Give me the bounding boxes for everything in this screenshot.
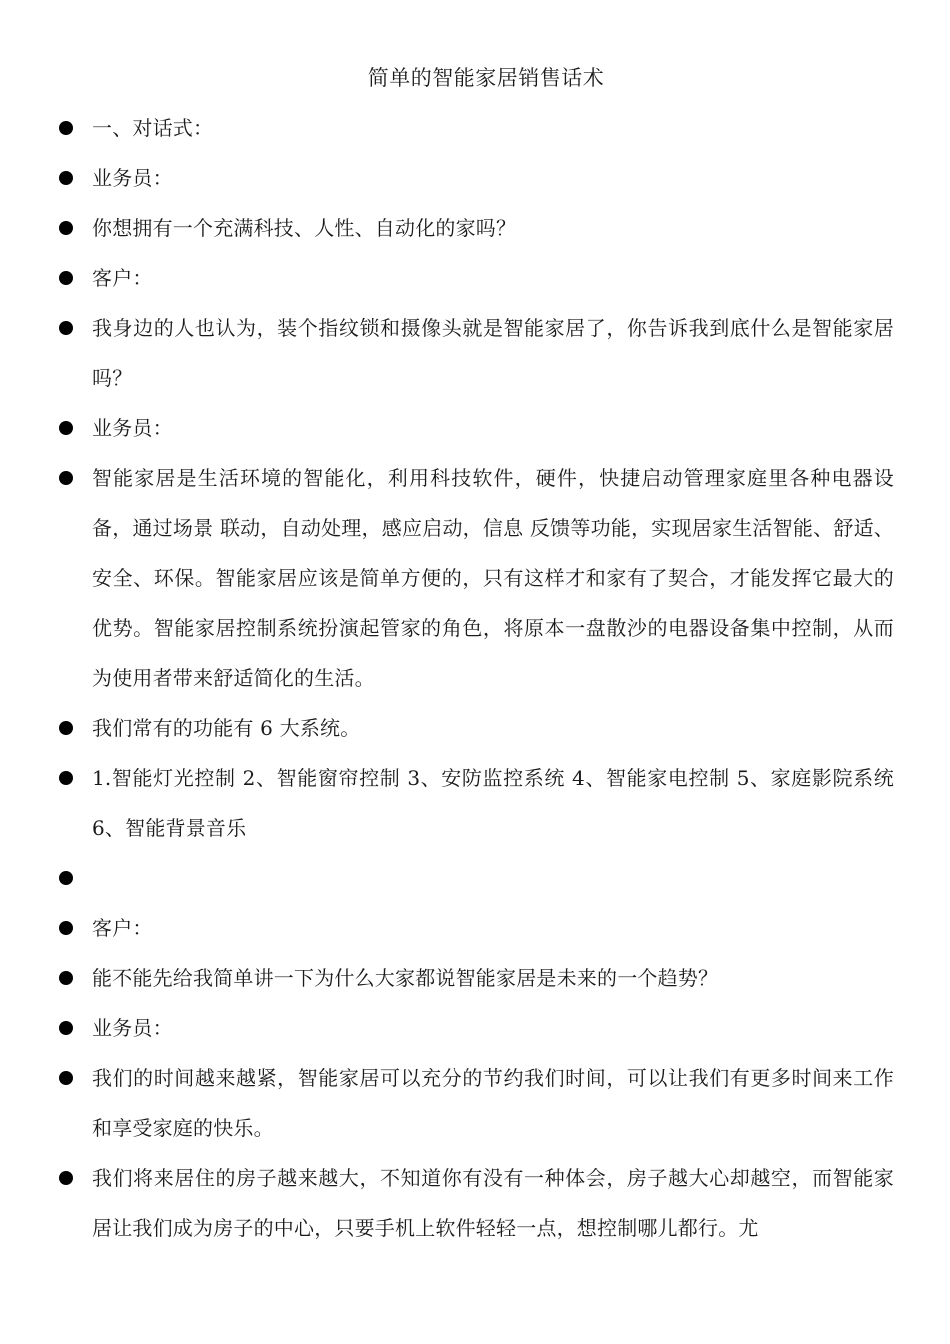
bullet-icon <box>59 721 73 735</box>
page-title: 简单的智能家居销售话术 <box>367 66 605 90</box>
list-item <box>0 1053 950 1153</box>
bullet-icon <box>59 471 73 485</box>
list-item-text: 你想拥有一个充满科技、人性、自动化的家吗？ <box>92 216 517 240</box>
bullet-icon <box>59 271 73 285</box>
bullet-icon <box>59 921 73 935</box>
bullet-icon <box>59 771 73 785</box>
bullet-icon <box>59 221 73 235</box>
bullet-icon <box>59 321 73 335</box>
list-item <box>0 1003 950 1053</box>
list-item-text: 能不能先给我简单讲一下为什么大家都说智能家居是未来的一个趋势？ <box>92 966 719 990</box>
list-item-text: 业务员： <box>92 1016 173 1040</box>
list-item <box>0 903 950 953</box>
list-item-text: 我们将来居住的房子越来越大，不知道你有没有一种体会，房子越大心却越空，而智能家居让我们成为房子的中心，只要手机上软件轻轻一点，想控制哪儿都行。尤 <box>92 1166 894 1240</box>
list-item-text: 1.智能灯光控制 2、智能窗帘控制 3、安防监控系统 4、智能家电控制 5、家庭影院系统 6、智能背景音乐 <box>92 766 894 840</box>
list-item <box>0 953 950 1003</box>
bullet-icon <box>59 1021 73 1035</box>
bullet-icon <box>59 1071 73 1085</box>
list-item <box>0 303 950 403</box>
bullet-icon <box>59 871 73 885</box>
list-item-text: 客户： <box>92 916 153 940</box>
list-item <box>0 703 950 753</box>
bullet-icon <box>59 971 73 985</box>
list-item <box>0 453 950 703</box>
list-item <box>0 403 950 453</box>
list-item-text: 我们的时间越来越紧，智能家居可以充分的节约我们时间，可以让我们有更多时间来工作和享受家庭的快乐。 <box>92 1066 894 1140</box>
list-item <box>0 253 950 303</box>
list-item <box>0 1153 950 1253</box>
bullet-icon <box>59 1171 73 1185</box>
list-item <box>0 203 950 253</box>
list-item-text: 业务员： <box>92 166 173 190</box>
bullet-icon <box>59 121 73 135</box>
list-item-text: 我身边的人也认为，装个指纹锁和摄像头就是智能家居了，你告诉我到底什么是智能家居吗？ <box>92 316 894 390</box>
bullet-icon <box>59 421 73 435</box>
list-item-text: 客户： <box>92 266 153 290</box>
list-item-text: 业务员： <box>92 416 173 440</box>
list-item-text: 我们常有的功能有 6 大系统。 <box>92 716 361 740</box>
list-item-text: 智能家居是生活环境的智能化，利用科技软件，硬件，快捷启动管理家庭里各种电器设备，通过场景 联动，自动处理，感应启动，信息 反馈等功能，实现居家生活智能、舒适、安全、环保。智能家居应该是简单方便的，只有这样才和家有了契合，才能发挥它最大的优势。智能家居控制系统扮演起管家的角色，将原本一盘散沙的电器设备集中控制，从而为使用者带来舒适简化的生活。 <box>92 466 894 690</box>
bullet-icon <box>59 171 73 185</box>
list-item <box>0 153 950 203</box>
list-item <box>0 103 950 153</box>
list-item-empty <box>0 853 950 903</box>
list-item <box>0 753 950 853</box>
bullet-list <box>0 103 950 1253</box>
list-item-text: 一、对话式： <box>92 116 214 140</box>
